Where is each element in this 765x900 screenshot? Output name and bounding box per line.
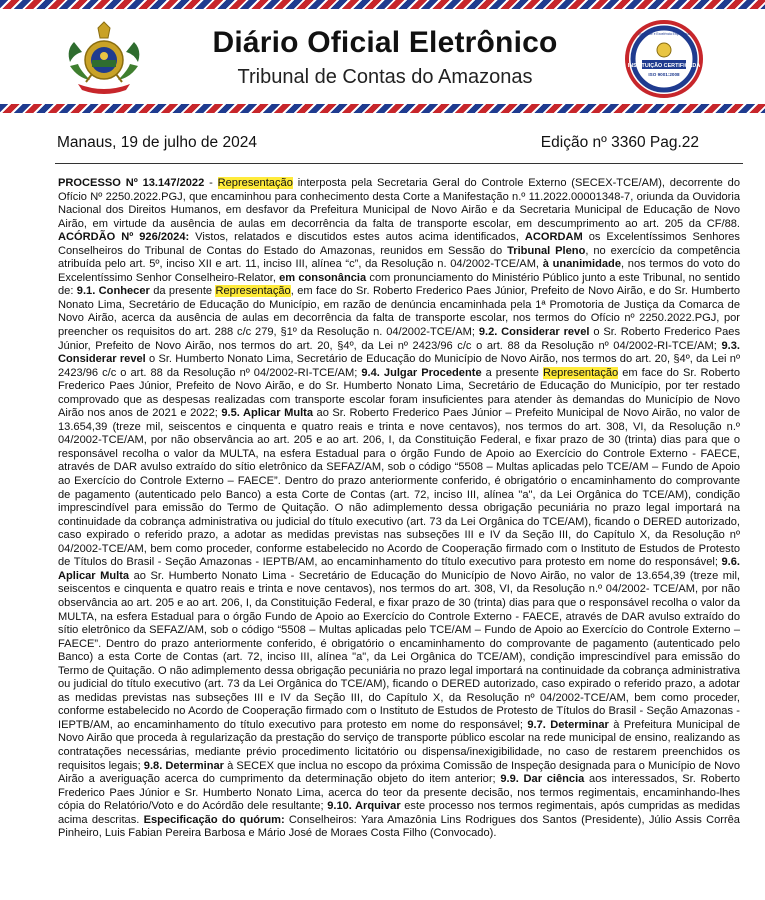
text-run: ao Sr. Humberto Nonato Lima - Secretário de Educação do Município de Novo Airão, no valor de 13.654,39 (treze mil, seiscentos e cinquenta e quatro reais e trinta e nove centavos), nos termos do art. 308, VI, da Resolução n.º 04/2002- TCE/AM, por não observância ao art. 205 e ao art. 206, I, da Constituição Federal, e fixar prazo de 30 (trinta) dias para que o responsável recolha o valor da MULTA, na esfera Estadual para o órgão Fundo de Apoio ao Exercício do Controle Externo - FAECE, através de DAR avulso extraído do sítio eletrônico da SEFAZ/AM, sob o código “5508 – Multas aplicadas pelo TCE/AM – Fundo de Apoio ao Exercício do Controle Externo – FAECE”. Dentro do prazo anteriormente conferido, é obrigatório o encaminhamento do comprovante de pagamento (autenticado pelo Banco) a esta Corte de Contas (art. 72, inciso III, alínea "a", da Lei Orgânica do TCE/AM), condição imprescindível para emissão do Termo de Quitação. O não adimplemento dessa obrigação pecuniária no prazo legal importará na continuidade da cobrança administrativa ou judicial do título executivo (art. 73 da Lei Orgânica do TCE/AM), ficando o DERED autorizado, caso expirado o referido prazo, a adotar as medidas previstas nas subseções III e IV da Seção III, do Capítulo X, da Resolução nº 04/2002-TCE/AM, bem como proceder, conforme estabelecido no Acordo de Cooperação firmado com o Instituto de Estudos de Protesto de Títulos do Brasil - Seção Amazonas - IEPTB/AM, ao encaminhamento do título executivo para protesto em nome do responsável;: [58, 569, 741, 731]
decision-number: ACÓRDÃO Nº 926/2024:: [58, 231, 190, 244]
text-run: o Sr. Humberto Nonato Lima, Secretário de Educação do Município de Novo Airão, nos termos do art. 20, §4º, da Lei nº 2423/96 c/c o art. 88 da Resolução nº 04/2002-RI-TCE/AM;: [58, 353, 740, 379]
amazonas-crest-icon: [64, 20, 144, 98]
item-heading: 9.4. Julgar Procedente: [361, 366, 482, 379]
quorum-members: Conselheiros: Yara Amazônia Lins Rodrigues dos Santos (Presidente), Júlio Assis Corrêa Pinheiro, Luis Fabian Pereira Barbosa e Mário José de Moraes Costa Filho (Convocado).: [58, 813, 740, 840]
highlighted-term: Representação: [215, 285, 291, 298]
seal-top-text: Qualidade e Excelência Empresarial: [638, 32, 690, 36]
bottom-stripe: [0, 104, 765, 113]
bold-term: em consonância: [279, 271, 367, 284]
bold-term: à unanimidade: [542, 258, 622, 271]
text-run: o Sr. Roberto Frederico Paes Júnior, Prefeito de Novo Airão, nos termos do art. 20, §4º, da Lei nº 2423/96 c/c o art. 88 da Resolução nº 04/2002-RI-TCE/AM;: [58, 326, 740, 352]
item-heading: 9.10. Arquivar: [327, 800, 401, 813]
text-run: este processo nos termos regimentais, após cumpridas as medidas acima descritas.: [58, 800, 740, 826]
process-number: PROCESSO Nº 13.147/2022: [58, 177, 205, 189]
text-run: ao Sr. Roberto Frederico Paes Júnior – Prefeito Municipal de Novo Airão, no valor de 13.654,39 (treze mil, seiscentos e cinquenta e quatro reais e trinta e nove centavos), nos termos do art. 308, VI, da Resolução n.º 04/2002-TCE/AM, por não observância ao art. 205 e ao art. 206, I, da Constituição Federal, e fixar prazo de 30 (trinta) dias para que o responsável recolha o valor da MULTA, na esfera Estadual para o órgão Fundo de Apoio ao Exercício do Controle Externo - FAECE, através de DAR avulso extraído do sítio eletrônico da SEFAZ/AM, sob o código “5508 – Multas aplicadas pelo TCE/AM – Fundo de Apoio ao Exercício do Controle Externo – FAECE”. Dentro do prazo anteriormente conferido, é obrigatório o encaminhamento do comprovante de pagamento (autenticado pelo Banco) a esta Corte de Contas (art. 72, inciso III, alínea "a", da Lei Orgânica do TCE/AM), condição imprescindível para emissão do Termo de Quitação. O não adimplemento dessa obrigação pecuniária no prazo legal importará na continuidade da cobrança administrativa ou judicial do título executivo (art. 73 da Lei Orgânica do TCE/AM), ficando o DERED autorizado, caso expirado o referido prazo, a adotar as medidas previstas nas subseções III e IV da Seção III, do Capítulo X, da Resolução nº 04/2002-TCE/AM, bem como proceder, conforme estabelecido no Acordo de Cooperação firmado com o Instituto de Estudos de Protesto de Títulos do Brasil - Seção Amazonas - IEPTB/AM, ao encaminhamento do título executivo para protesto em nome do responsável;: [58, 407, 740, 569]
item-heading: 9.8. Determinar: [143, 759, 224, 772]
text-run: , em face do Sr. Roberto Frederico Paes Júnior, Prefeito de Novo Airão, e do Sr. Humberto Nonato Lima, Secretário de Educação do Município, em razão de denúncia encaminhada pela 1ª Promotoria de Justiça da Comarca de Novo Airão, acerca da ausência de aulas em decorrência da falta de transporte escolar, nos termos do Ofício nº 2250.2022.PGJ, por preencher os requisitos do art. 288 c/c 279, §1º da Resolução n. 04/2002-TCE/AM;: [58, 285, 740, 339]
item-heading: 9.3. Considerar revel: [58, 339, 740, 366]
item-heading: 9.7. Determinar: [527, 718, 609, 731]
seal-iso: ISO 9001:2008: [648, 72, 680, 77]
item-heading: 9.5. Aplicar Multa: [221, 407, 314, 420]
text-run: aos interessados, Sr. Roberto Frederico Paes Júnior e Sr. Humberto Nonato Lima, acerca do teor da presente decisão, nos termos regimentais, encaminhando-lhes cópia do Relatório/Voto e do Acórdão dele resultante;: [58, 773, 741, 813]
edition-page: Edição nº 3360 Pag.22: [540, 134, 699, 151]
place-date: Manaus, 19 de julho de 2024: [57, 134, 257, 151]
text-run: com pronunciamento do Ministério Público junto a este Tribunal, no sentido de:: [58, 271, 740, 298]
text-run: -: [204, 177, 218, 189]
item-heading: 9.2. Considerar revel: [478, 326, 590, 339]
text-run: Vistos, relatados e discutidos estes autos acima identificados,: [189, 231, 525, 244]
item-heading: 9.1. Conhecer: [76, 285, 150, 298]
text-run: os Excelentíssimos Senhores Conselheiros do Tribunal de Contas do Estado do Amazonas, reunidos em Sessão do: [58, 231, 740, 257]
page-title: Diário Oficial Eletrônico: [212, 26, 558, 59]
text-run: à SECEX que inclua no escopo da próxima Comissão de Inspeção designada para o Município de Novo Airão a averiguação acerca do cumprimento da determinação objeto do item anterior;: [58, 759, 740, 786]
text-run: , no exercício da competência atribuída pelo art. 5º, inciso XII e art. 11, inciso III, alínea “c”, da Resolução n. 04/2002-TCE/AM,: [58, 244, 740, 271]
header-divider: [55, 163, 743, 164]
certification-seal-icon: [625, 20, 703, 98]
item-heading: 9.6. Aplicar Multa: [58, 556, 740, 582]
text-run: , nos termos do voto do Excelentíssimo Senhor Conselheiro-Relator,: [58, 258, 740, 284]
text-run: à Prefeitura Municipal de Novo Airão que proceda à regularização da prestação do serviço de transporte público escolar na rede municipal de ensino, realizando as contratações necessárias, mediante prévio procedimento licitatório ou dispensa/inexigibilidade, no caso de restarem preenchidos os requisitos legais;: [58, 718, 740, 772]
highlighted-term: Representação: [542, 366, 619, 379]
bold-term: Tribunal Pleno: [507, 244, 586, 257]
text-run: em face do Sr. Roberto Frederico Paes Júnior, Prefeito de Novo Airão, e do Sr. Humberto Nonato Lima, Secretário de Educação do Município, por ter restado comprovado que as despesas realizadas com transporte escolar foram insuficientes para atender às demandas do Município de Novo Airão nos anos de 2021 e 2022;: [58, 366, 740, 420]
text-run: da presente: [149, 285, 216, 298]
text-run: interposta pela Secretaria Geral do Controle Externo (SECEX-TCE/AM), decorrente do Ofício Nº 2250.2022.PGJ, que encaminhou para conhecimento desta Corte a Manifestação n.º 11.2022.00001348-7, oriunda da Ouvidoria Nacional dos Direitos Humanos, em desfavor da Prefeitura Municipal de Novo Airão e da Secretaria Municipal de Educação de Novo Airão, em virtude da ausência de aulas em decorrência da falta de transporte escolar, em descumprimento ao art. 205 da CF/88.: [58, 177, 740, 230]
seal-label: INSTITUIÇÃO CERTIFICADA: [627, 63, 701, 69]
bold-term: ACORDAM: [524, 231, 583, 244]
quorum-heading: Especificação do quórum:: [143, 813, 285, 826]
process-decision-text: [58, 177, 740, 841]
top-stripe: [0, 0, 765, 9]
masthead: [0, 0, 765, 115]
page-subtitle: Tribunal de Contas do Amazonas: [237, 66, 533, 88]
highlighted-term: Representação: [217, 177, 293, 189]
text-run: a presente: [481, 366, 543, 379]
item-heading: 9.9. Dar ciência: [500, 773, 585, 786]
